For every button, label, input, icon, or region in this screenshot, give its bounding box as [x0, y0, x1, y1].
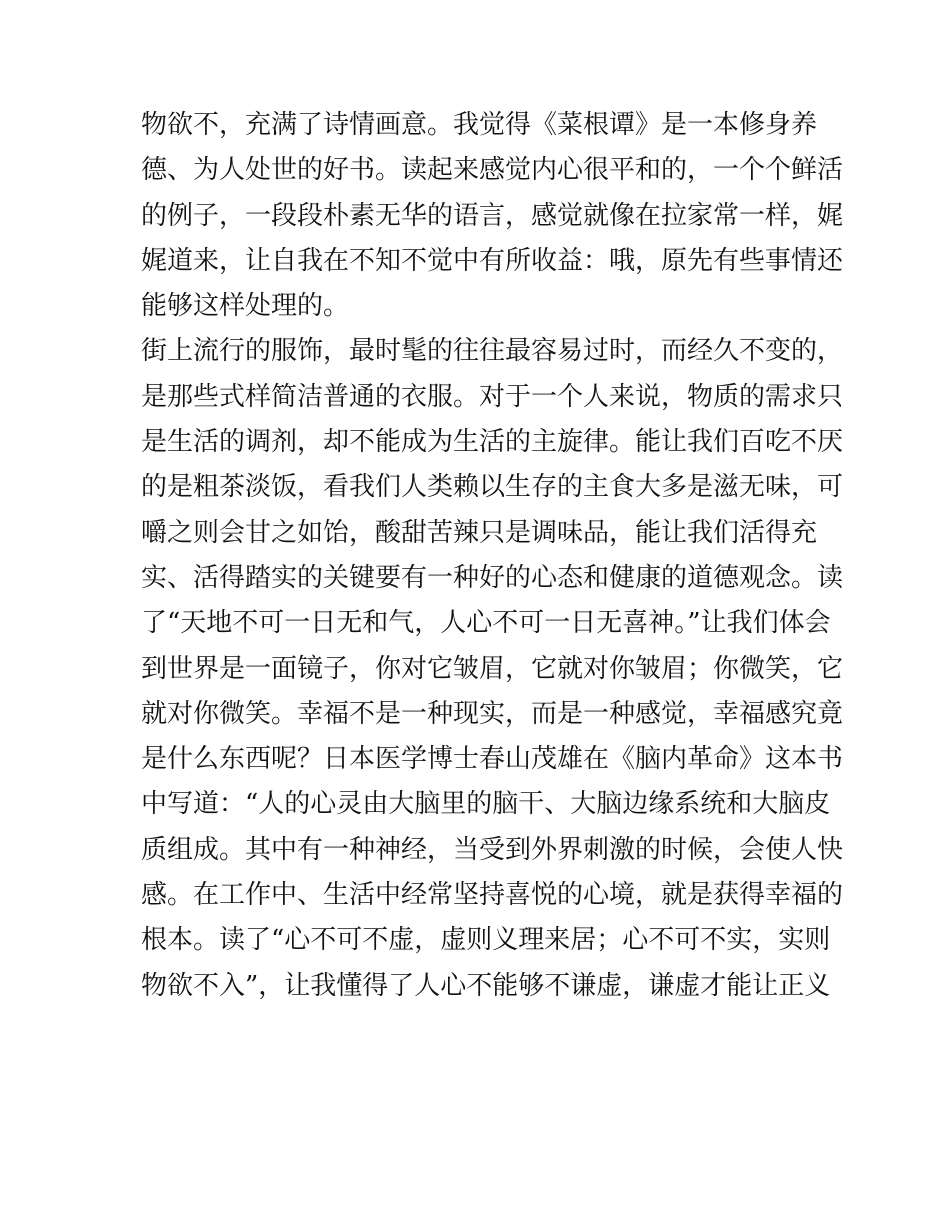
- text-line: 物欲不，充满了诗情画意。我觉得《菜根谭》是一本修身养: [141, 110, 818, 140]
- text-line: 德、为人处世的好书。读起来感觉内心很平和的，一个个鲜活: [141, 155, 844, 186]
- text-line: 中写道：“人的心灵由大脑里的脑干、大脑边缘系统和大脑皮: [141, 789, 831, 820]
- text-line: 实、活得踏实的关键要有一种好的心态和健康的道德观念。读: [141, 562, 844, 593]
- text-line: 物欲不入”，让我懂得了人心不能够不谦虚，谦虚才能让正义: [141, 970, 831, 1001]
- text-line: 娓道来，让自我在不知不觉中有所收益：哦，原先有些事情还: [141, 245, 844, 276]
- text-line: 到世界是一面镜子，你对它皱眉，它就对你皱眉；你微笑，它: [141, 653, 844, 684]
- text-line: 就对你微笑。幸福不是一种现实，而是一种感觉，幸福感究竟: [141, 698, 844, 729]
- text-line: 质组成。其中有一种神经，当受到外界刺激的时候，会使人快: [141, 834, 844, 865]
- text-line: 了“天地不可一日无和气，人心不可一日无喜神。”让我们体会: [141, 608, 831, 639]
- text-line: 嚼之则会甘之如饴，酸甜苦辣只是调味品，能让我们活得充: [141, 517, 818, 548]
- text-line: 感。在工作中、生活中经常坚持喜悦的心境，就是获得幸福的: [141, 880, 844, 911]
- text-line: 是什么东西呢？日本医学博士春山茂雄在《脑内革命》这本书: [141, 744, 844, 775]
- text-line: 是那些式样简洁普通的衣服。对于一个人来说，物质的需求只: [141, 381, 844, 412]
- text-line: 根本。读了“心不可不虚，虚则义理来居；心不可不实，实则: [141, 925, 831, 956]
- body-text: [141, 103, 844, 1009]
- text-line: 街上流行的服饰，最时髦的往往最容易过时，而经久不变的，: [141, 336, 844, 367]
- text-line: 的例子，一段段朴素无华的语言，感觉就像在拉家常一样，娓: [141, 200, 844, 231]
- text-line: 的是粗茶淡饭，看我们人类赖以生存的主食大多是滋无味，可: [141, 472, 844, 503]
- text-line: 能够这样处理的。: [141, 291, 350, 322]
- text-line: 是生活的调剂，却不能成为生活的主旋律。能让我们百吃不厌: [141, 427, 844, 458]
